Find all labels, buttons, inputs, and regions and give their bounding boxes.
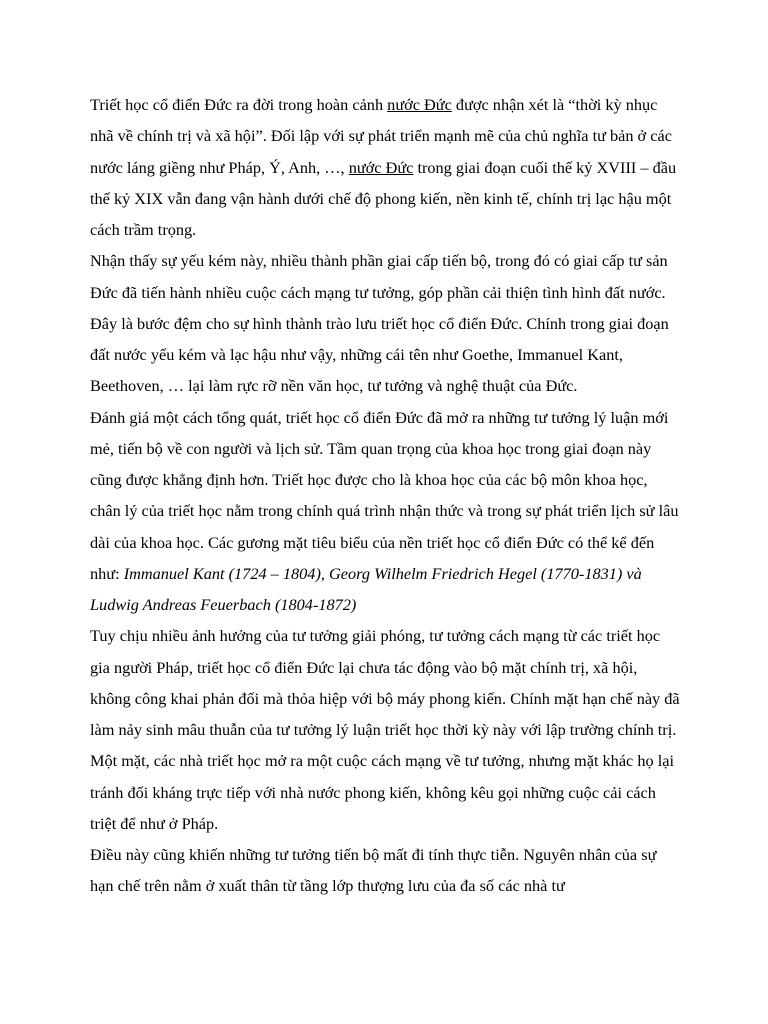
paragraph-2: Nhận thấy sự yếu kém này, nhiều thành phần giai cấp tiến bộ, trong đó có giai cấp tư sản Đức đã tiến hành nhiều cuộc cách mạng tư tưởng, góp phần cải thiện tình hình đất nước. Đây là bước đệm cho sự hình thành trào lưu triết học cổ điển Đức. Chính trong giai đoạn đất nước yếu kém và lạc hậu như vậy, những cái tên như Goethe, Immanuel Kant, Beethoven, … lại làm rực rỡ nền văn học, tư tưởng và nghệ thuật của Đức.	[90, 251, 669, 396]
philosophers-list: Immanuel Kant (1724 – 1804), Georg Wilhelm Friedrich Hegel (1770-1831) và Ludwig Andreas Feuerbach (1804-1872)	[90, 563, 642, 614]
paragraph-3-text: Đánh giá một cách tổng quát, triết học cổ điển Đức đã mở ra những tư tưởng lý luận mới mẻ, tiến bộ về con người và lịch sử. Tầm quan trọng của khoa học trong giai đoạn này cũng được khẳng định hơn. Triết học được cho là khoa học của các bộ môn khoa học, chân lý của triết học nằm trong chính quá trình nhận thức và trong sự phát triển lịch sử lâu dài của khoa học. Các gương mặt tiêu biểu của nền triết học cổ điển Đức có thể kể đến như:	[90, 407, 679, 583]
paragraph-3	[90, 402, 680, 621]
paragraph-1	[90, 89, 680, 245]
paragraph-1-text-a: Triết học cổ điển Đức ra đời trong hoàn cảnh	[90, 95, 388, 114]
paragraph-1-text-c: trong giai đoạn cuối thế kỷ XVIII – đầu thế kỷ XIX vẫn đang vận hành dưới chế độ phong kiến, nền kinh tế, chính trị lạc hậu một cách trầm trọng.	[90, 157, 677, 239]
paragraph-4: Tuy chịu nhiều ảnh hưởng của tư tưởng giải phóng, tư tưởng cách mạng từ các triết học gia người Pháp, triết học cổ điển Đức lại chưa tác động vào bộ mặt chính trị, xã hội, không công khai phản đối mà thỏa hiệp với bộ máy phong kiến. Chính mặt hạn chế này đã làm nảy sinh mâu thuẫn của tư tưởng lý luận triết học thời kỳ này với lập trường chính trị. Một mặt, các nhà triết học mở ra một cuộc cách mạng về tư tưởng, nhưng mặt khác họ lại tránh đối kháng trực tiếp với nhà nước phong kiến, không kêu gọi những cuộc cải cách triệt để như ở Pháp.	[90, 626, 680, 833]
paragraph-1-text-b: được nhận xét là “thời kỳ nhục nhã về chính trị và xã hội”. Đối lập với sự phát triển mạnh mẽ của chủ nghĩa tư bản ở các nước láng giềng như Pháp, Ý, Anh, …,	[90, 95, 672, 177]
paragraph-5: Điều này cũng khiến những tư tưởng tiến bộ mất đi tính thực tiễn. Nguyên nhân của sự hạn chế trên nằm ở xuất thân từ tầng lớp thượng lưu của đa số các nhà tư	[90, 845, 657, 896]
document-page	[90, 89, 680, 902]
link-nuoc-duc-2[interactable]: nước Đức	[348, 157, 414, 177]
link-nuoc-duc-1[interactable]: nước Đức	[387, 95, 452, 114]
